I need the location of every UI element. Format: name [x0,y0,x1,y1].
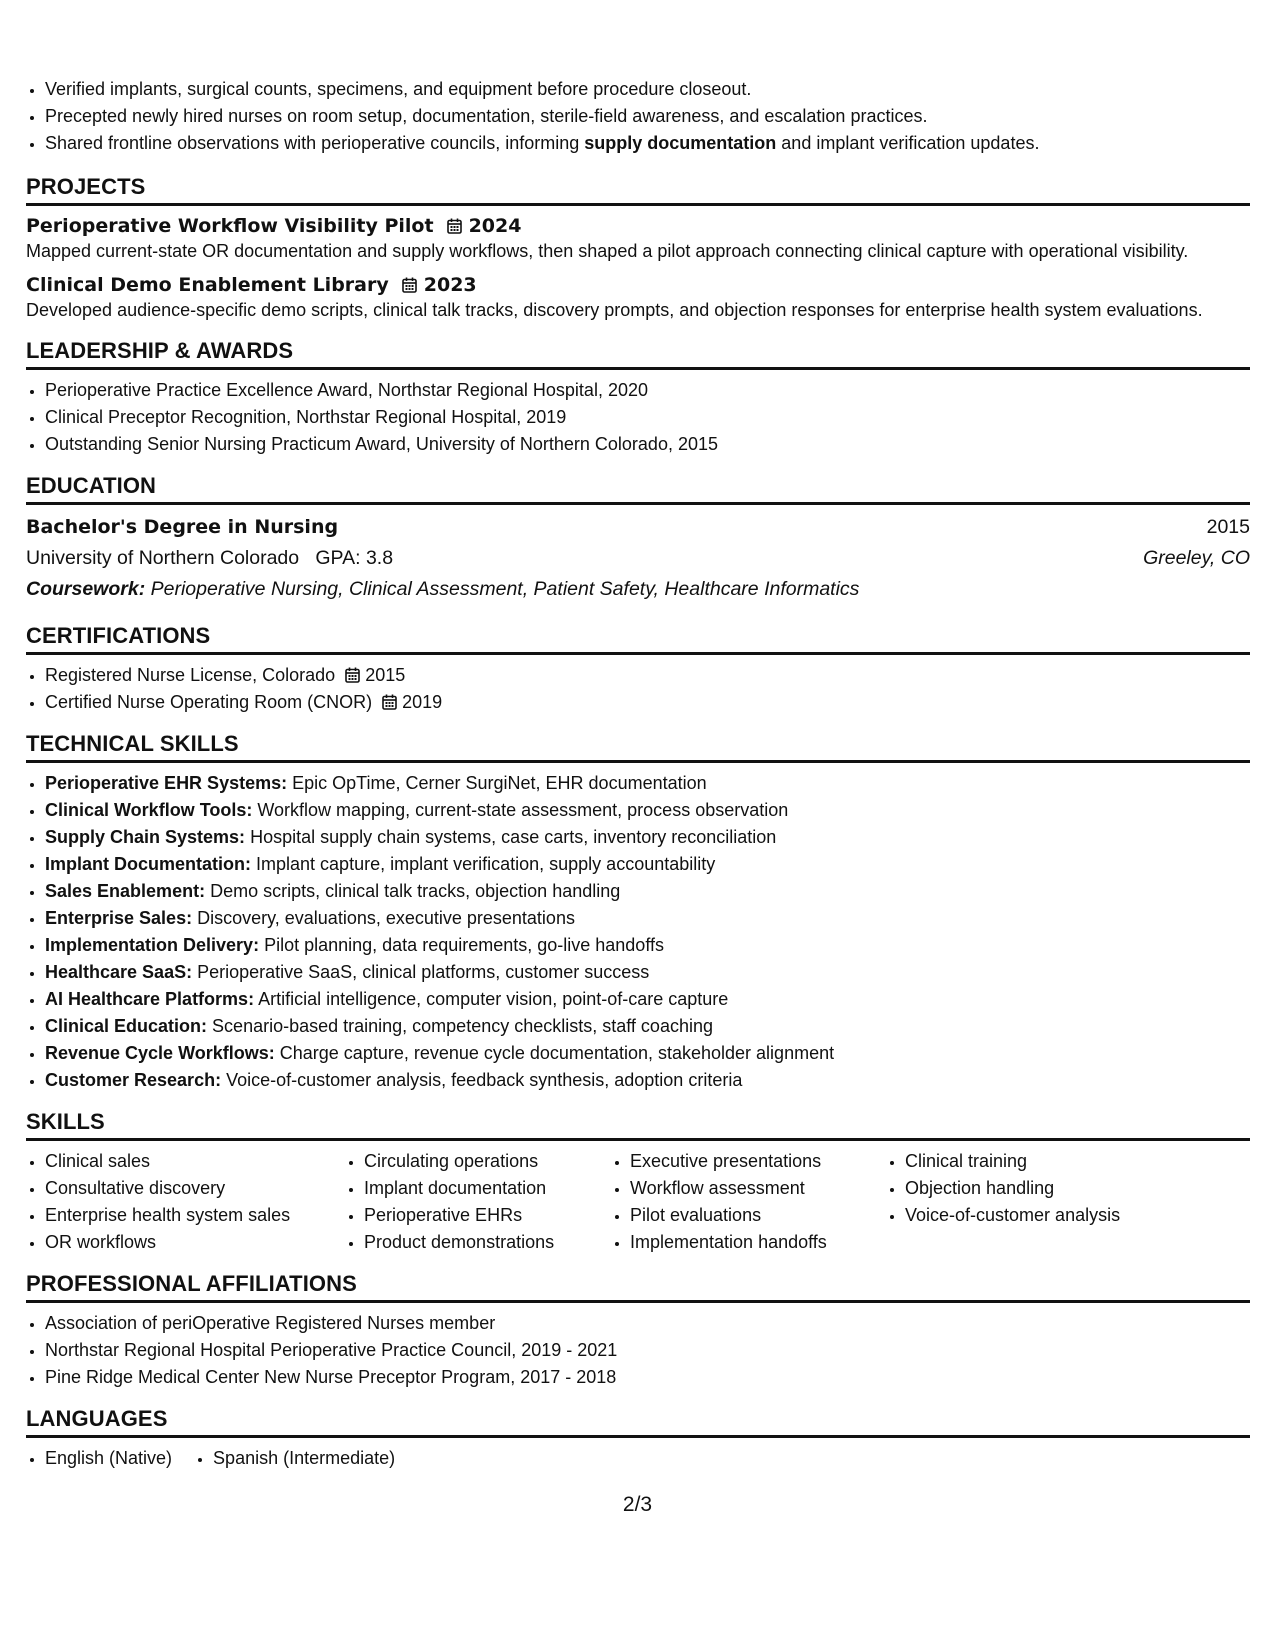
resume-page [26,76,1250,1472]
section-title: LANGUAGES [26,1405,1250,1438]
coursework: Coursework: Perioperative Nursing, Clinical Assessment, Patient Safety, Healthcare Informatics [26,578,860,600]
project-description: Mapped current-state OR documentation and supply workflows, then shaped a pilot approach connecting clinical capture with operational visibility. [26,241,1189,261]
experience-bullets [26,76,1250,157]
projects-section [26,173,1250,323]
calendar-icon [402,277,417,293]
skills-column [26,1148,345,1256]
skills-column [611,1148,886,1256]
affiliations-section [26,1270,1250,1391]
project-description: Developed audience-specific demo scripts, clinical talk tracks, discovery prompts, and objection responses for enterprise health system evaluations. [26,300,1203,320]
list-item: • Pine Ridge Medical Center New Nurse Preceptor Program, 2017 - 2018 [45,1364,1250,1391]
list-item: • Clinical training [905,1148,1165,1175]
section-title: CERTIFICATIONS [26,622,1250,655]
cert-year: 2019 [402,692,443,712]
list-item: • Association of periOperative Registered Nurses member [45,1310,1250,1337]
list-item: • Clinical sales [45,1148,345,1175]
list-item: • Implementation handoffs [630,1229,886,1256]
list-item: • Outstanding Senior Nursing Practicum Award, University of Northern Colorado, 2015 [45,431,1250,458]
project-item [26,272,1250,323]
list-item: • Circulating operations [364,1148,611,1175]
degree-name: Bachelor's Degree in Nursing [26,516,339,538]
list-item: • Perioperative EHR Systems: Epic OpTime, Cerner SurgiNet, EHR documentation [45,770,1250,797]
graduation-year: 2015 [1206,516,1250,538]
list-item: • Enterprise health system sales [45,1202,345,1229]
education-section [26,472,1250,604]
school-name: University of Northern Colorado [26,547,300,569]
calendar-icon [447,218,462,234]
skills-section [26,1108,1250,1256]
project-name: Perioperative Workflow Visibility Pilot [26,215,434,237]
project-year: 2024 [468,215,522,237]
calendar-icon [345,667,360,683]
page-number: 2/3 [622,1493,653,1516]
section-title: PROJECTS [26,173,1250,206]
list-item: • Northstar Regional Hospital Perioperative Practice Council, 2019 - 2021 [45,1337,1250,1364]
list-item: • Pilot evaluations [630,1202,886,1229]
project-item [26,213,1250,264]
list-item: • Executive presentations [630,1148,886,1175]
list-item: • Objection handling [905,1175,1165,1202]
calendar-icon [382,694,397,710]
cert-year: 2015 [365,665,406,685]
list-item: • Product demonstrations [364,1229,611,1256]
project-name: Clinical Demo Enablement Library [26,274,389,296]
list-item: • Implant documentation [364,1175,611,1202]
list-item: • AI Healthcare Platforms: Artificial intelligence, computer vision, point-of-care capture [45,986,1250,1013]
leadership-section [26,337,1250,458]
list-item: • Sales Enablement: Demo scripts, clinical talk tracks, objection handling [45,878,1250,905]
project-year: 2023 [423,274,477,296]
list-item: • Workflow assessment [630,1175,886,1202]
list-item: • Clinical Workflow Tools: Workflow mapping, current-state assessment, process observation [45,797,1250,824]
section-title: SKILLS [26,1108,1250,1141]
list-item: • Enterprise Sales: Discovery, evaluations, executive presentations [45,905,1250,932]
list-item: • Voice-of-customer analysis [905,1202,1165,1229]
list-item: • Registered Nurse License, Colorado 2015 [45,662,1250,689]
list-item: • Precepted newly hired nurses on room setup, documentation, sterile-field awareness, and escalation practices. [45,103,1250,130]
languages-section [26,1405,1250,1472]
list-item: • Certified Nurse Operating Room (CNOR) 2019 [45,689,1250,716]
gpa: GPA: 3.8 [315,547,394,569]
list-item: • Clinical Education: Scenario-based training, competency checklists, staff coaching [45,1013,1250,1040]
list-item: • Consultative discovery [45,1175,345,1202]
list-item: • Revenue Cycle Workflows: Charge capture, revenue cycle documentation, stakeholder alignment [45,1040,1250,1067]
list-item: • Clinical Preceptor Recognition, Northstar Regional Hospital, 2019 [45,404,1250,431]
section-title: LEADERSHIP & AWARDS [26,337,1250,370]
school-location: Greeley, CO [1143,547,1250,569]
section-title: PROFESSIONAL AFFILIATIONS [26,1270,1250,1303]
section-title: TECHNICAL SKILLS [26,730,1250,763]
list-item: • Healthcare SaaS: Perioperative SaaS, clinical platforms, customer success [45,959,1250,986]
list-item: • Spanish (Intermediate) [213,1445,395,1472]
skills-column [345,1148,611,1256]
list-item: • Perioperative Practice Excellence Award, Northstar Regional Hospital, 2020 [45,377,1250,404]
list-item: • Perioperative EHRs [364,1202,611,1229]
list-item: • Shared frontline observations with perioperative councils, informing supply documentation and implant verification updates. [45,130,1250,157]
section-title: EDUCATION [26,472,1250,505]
list-item: • English (Native) [45,1445,172,1472]
list-item: • Implementation Delivery: Pilot planning, data requirements, go-live handoffs [45,932,1250,959]
technical-skills-section [26,730,1250,1094]
list-item: • Verified implants, surgical counts, specimens, and equipment before procedure closeout. [45,76,1250,103]
list-item: • Implant Documentation: Implant capture, implant verification, supply accountability [45,851,1250,878]
list-item: • Supply Chain Systems: Hospital supply chain systems, case carts, inventory reconciliation [45,824,1250,851]
list-item: • OR workflows [45,1229,345,1256]
skills-column [886,1148,1165,1256]
list-item: • Customer Research: Voice-of-customer analysis, feedback synthesis, adoption criteria [45,1067,1250,1094]
certifications-section [26,622,1250,716]
